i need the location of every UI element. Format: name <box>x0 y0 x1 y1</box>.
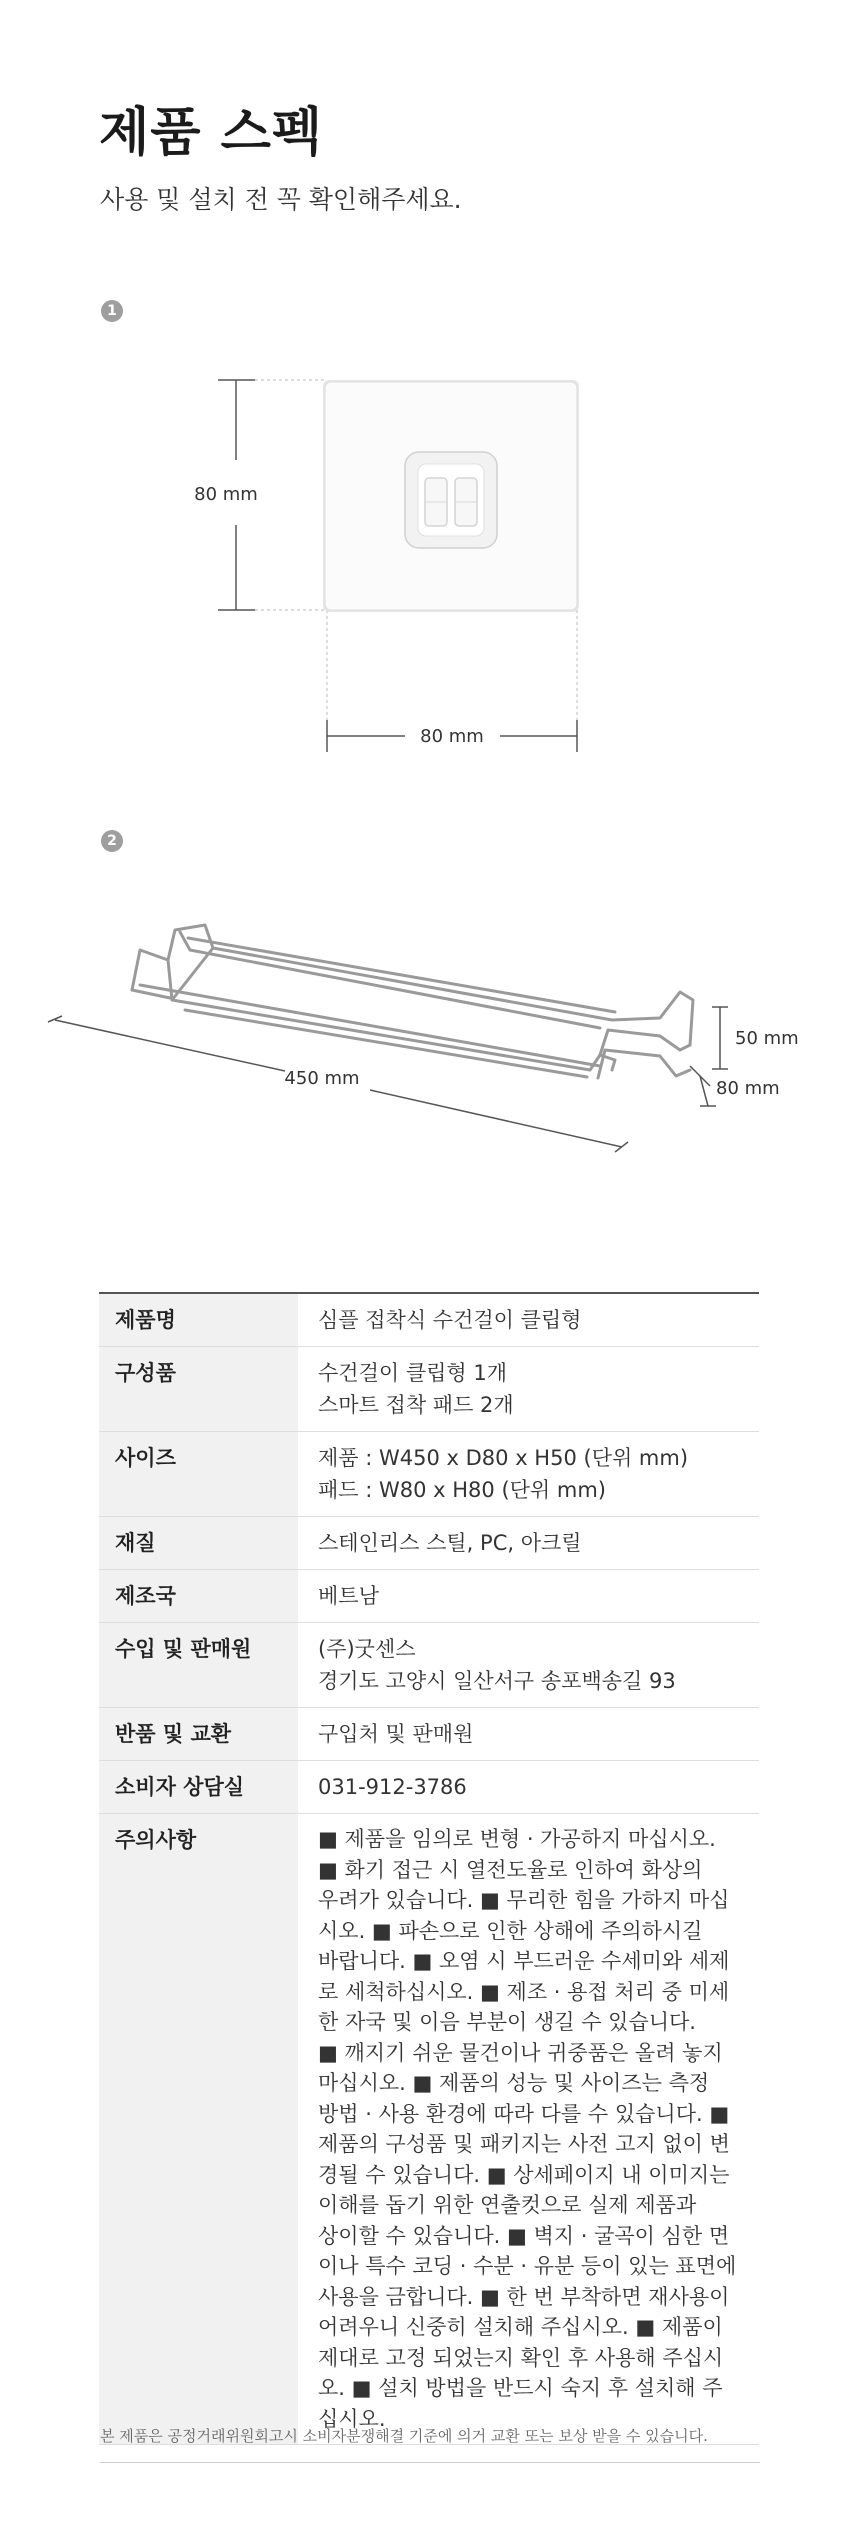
spec-row <box>99 1623 759 1708</box>
spec-value-line: 우려가 있습니다. ■ 무리한 힘을 가하지 마십 <box>318 1888 730 1912</box>
section-number-badge: 1 <box>101 300 123 322</box>
spec-value <box>298 1814 759 2445</box>
rack-depth-label: 80 mm <box>716 1078 780 1099</box>
rack-dimension-diagram <box>0 890 860 1190</box>
spec-value-line: 상이할 수 있습니다. ■ 벽지 · 굴곡이 심한 면 <box>318 2223 730 2248</box>
spec-value-line: 패드 : W80 x H80 (단위 mm) <box>318 1478 606 1502</box>
spec-value-line: 경기도 고양시 일산서구 송포백송길 93 <box>318 1669 676 1693</box>
spec-value-line: 031-912-3786 <box>318 1775 467 1799</box>
spec-value-line: 수건걸이 클립형 1개 <box>318 1361 507 1385</box>
spec-value-line: 바랍니다. ■ 오염 시 부드러운 수세미와 세제 <box>318 1949 730 1973</box>
spec-row <box>99 1347 759 1432</box>
spec-value-line: 시오. ■ 파손으로 인한 상해에 주의하시길 <box>318 1918 703 1943</box>
spec-row <box>99 1432 759 1517</box>
spec-value-line: 로 세척하십시오. ■ 제조 · 용접 처리 중 미세 <box>318 1979 730 2004</box>
spec-value-line: ■ 제품을 임의로 변형 · 가공하지 마십시오. <box>318 1827 716 1851</box>
spec-value-line: 방법 · 사용 환경에 따라 다를 수 있습니다. ■ <box>318 2101 730 2126</box>
spec-value-line: 경될 수 있습니다. ■ 상세페이지 내 이미지는 <box>318 2162 730 2187</box>
spec-key: 주의사항 <box>99 1814 298 2445</box>
spec-value-line: ■ 화기 접근 시 열전도율로 인하여 화상의 <box>318 1857 703 1882</box>
spec-value <box>298 1347 759 1432</box>
spec-value-line: ■ 깨지기 쉬운 물건이나 귀중품은 올려 놓지 <box>318 2040 723 2065</box>
spec-value-line: 오. ■ 설치 방법을 반드시 숙지 후 설치해 주 <box>318 2376 723 2400</box>
page-subtitle: 사용 및 설치 전 꼭 확인해주세요. <box>100 185 462 214</box>
spec-value <box>298 1708 759 1761</box>
spec-row <box>99 1708 759 1761</box>
spec-value-line: 십시오. <box>318 2406 386 2431</box>
spec-value-line: 제품의 구성품 및 패키지는 사전 고지 없이 변 <box>318 2132 730 2156</box>
spec-value-line: 한 자국 및 이음 부분이 생길 수 있습니다. <box>318 2010 696 2034</box>
spec-value <box>298 1293 759 1347</box>
spec-table <box>99 1292 759 2445</box>
spec-value-line: 베트남 <box>318 1584 379 1608</box>
spec-value <box>298 1570 759 1623</box>
adhesive-pad-image <box>323 380 579 612</box>
spec-row <box>99 1570 759 1623</box>
spec-value-line: 사용을 금합니다. ■ 한 번 부착하면 재사용이 <box>318 2284 730 2309</box>
rack-height-label: 50 mm <box>735 1028 799 1049</box>
spec-value-line: 어려우니 신중히 설치해 주십시오. ■ 제품이 <box>318 2315 723 2339</box>
spec-key: 소비자 상담실 <box>99 1761 298 1814</box>
page-title: 제품 스펙 <box>99 103 324 163</box>
spec-value-line: 이나 특수 코딩 · 수분 · 유분 등이 있는 표면에 <box>318 2254 737 2278</box>
rack-length-label: 450 mm <box>284 1068 360 1089</box>
spec-value <box>298 1761 759 1814</box>
pad-dimension-diagram <box>0 360 860 780</box>
spec-key: 반품 및 교환 <box>99 1708 298 1761</box>
spec-value-line: 이해를 돕기 위한 연출컷으로 실제 제품과 <box>318 2193 697 2217</box>
spec-value-line: 스테인리스 스틸, PC, 아크릴 <box>318 1531 582 1555</box>
spec-value <box>298 1432 759 1517</box>
spec-row <box>99 1293 759 1347</box>
spec-value-line: (주)굿센스 <box>318 1637 416 1661</box>
spec-value-line: 제품 : W450 x D80 x H50 (단위 mm) <box>318 1446 689 1470</box>
spec-key: 수입 및 판매원 <box>99 1623 298 1708</box>
pad-height-label: 80 mm <box>194 484 258 505</box>
spec-key: 제품명 <box>99 1293 298 1347</box>
spec-value <box>298 1517 759 1570</box>
spec-key: 구성품 <box>99 1347 298 1432</box>
spec-value-line: 제대로 고정 되었는지 확인 후 사용해 주십시 <box>318 2345 724 2370</box>
spec-key: 재질 <box>99 1517 298 1570</box>
spec-row <box>99 1517 759 1570</box>
spec-row <box>99 1814 759 2445</box>
spec-value-line: 심플 접착식 수건걸이 클립형 <box>318 1308 582 1332</box>
footnote: 본 제품은 공정거래위원회고시 소비자분쟁해결 기준에 의거 교환 또는 보상 받을 수 있습니다. <box>100 2425 760 2463</box>
section-number-badge: 2 <box>101 830 123 852</box>
pad-width-label: 80 mm <box>420 726 484 747</box>
spec-value-line: 스마트 접착 패드 2개 <box>318 1393 514 1417</box>
spec-value <box>298 1623 759 1708</box>
spec-value-line: 마십시오. ■ 제품의 성능 및 사이즈는 측정 <box>318 2071 710 2095</box>
spec-key: 사이즈 <box>99 1432 298 1517</box>
spec-key: 제조국 <box>99 1570 298 1623</box>
spec-value-line: 구입처 및 판매원 <box>318 1722 474 1746</box>
spec-row <box>99 1761 759 1814</box>
